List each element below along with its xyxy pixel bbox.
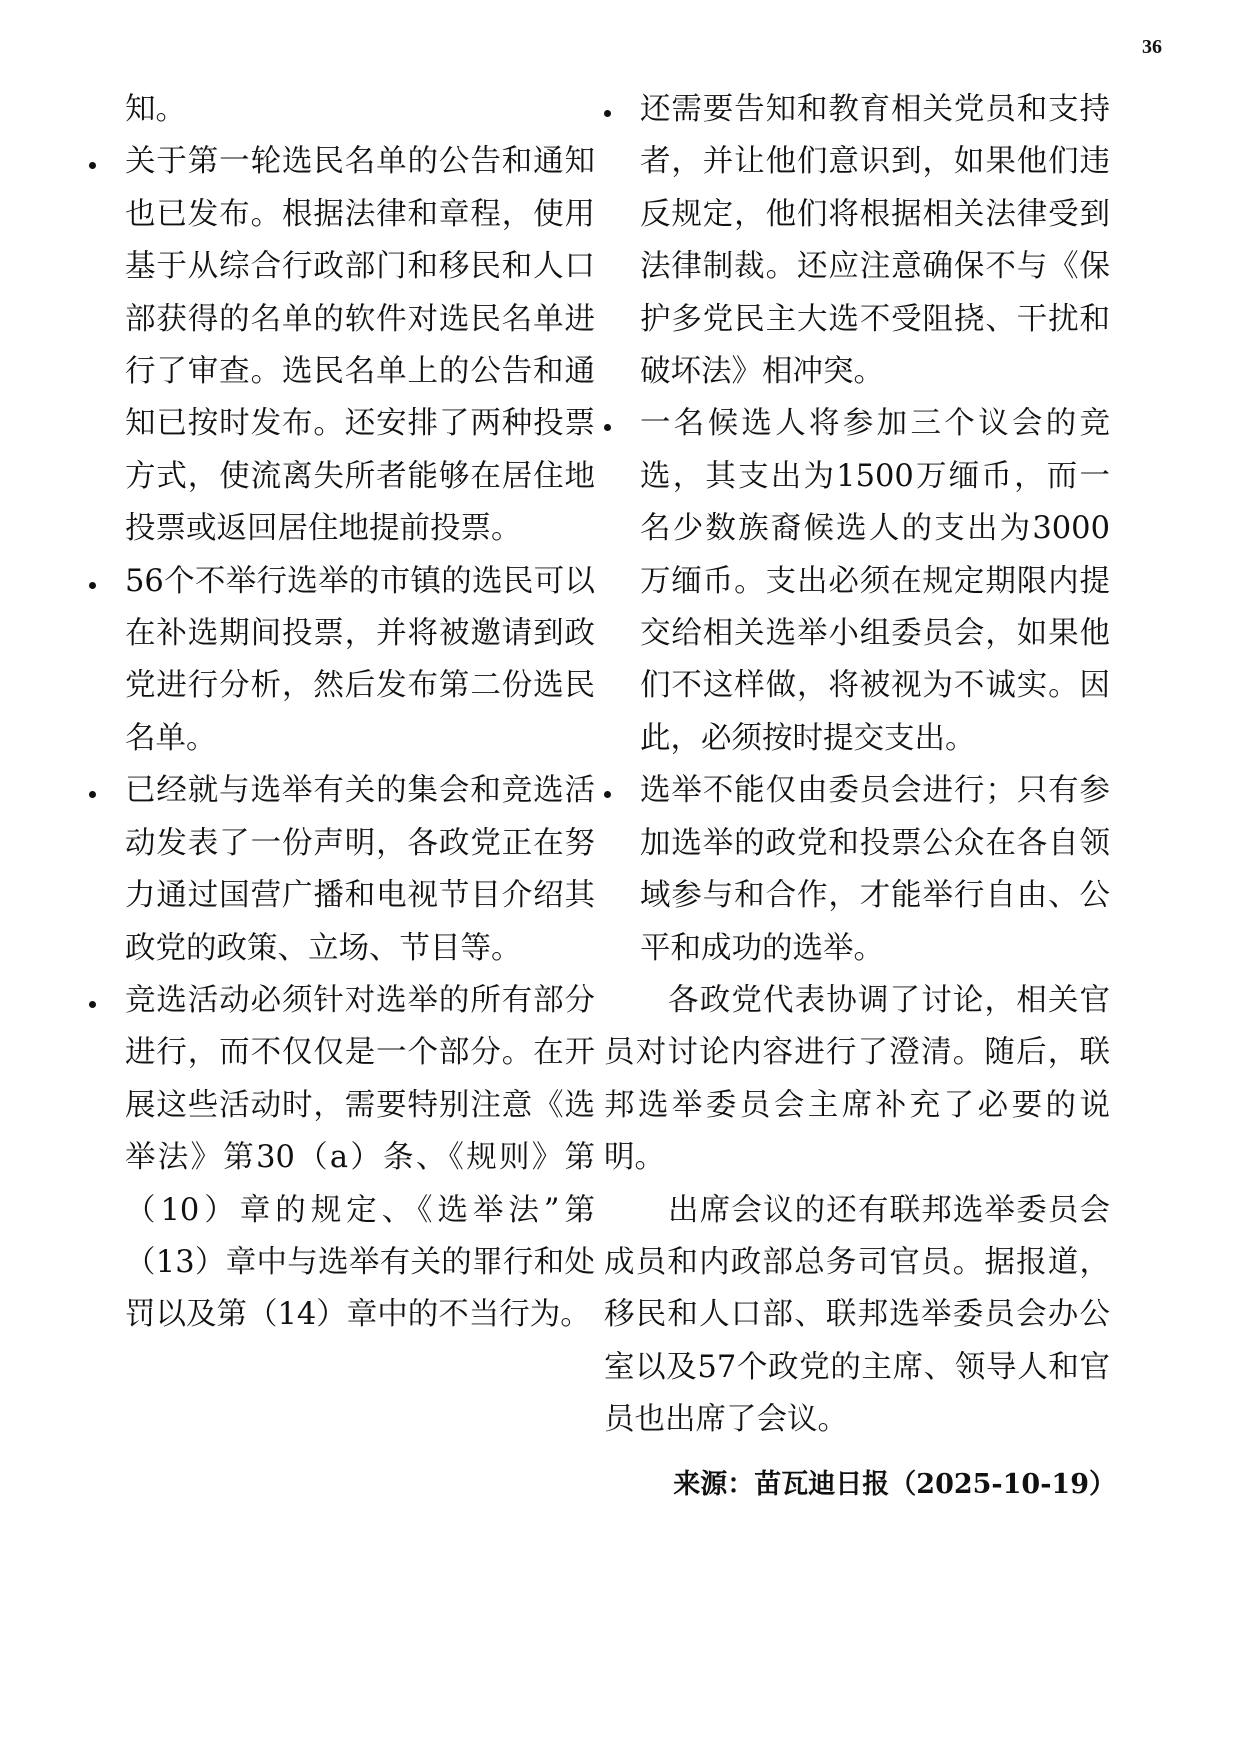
bullet-text: 还需要告知和教育相关党员和支持者，并让他们意识到，如果他们违反规定，他们将根据相关法律受到法律制裁。还应注意确保不与《保护多党民主大选不受阻挠、干扰和破坏法》相冲突。 bbox=[640, 92, 1110, 390]
bullet-icon bbox=[89, 1001, 96, 1008]
bullet-text: 已经就与选举有关的集会和竞选活动发表了一份声明，各政党正在努力通过国营广播和电视节目介绍其政党的政策、立场、节目等。 bbox=[125, 773, 595, 966]
right-column bbox=[604, 84, 1116, 1511]
left-bullet-list bbox=[125, 136, 595, 1341]
bullet-text: 一名候选人将参加三个议会的竞选，其支出为1500万缅币，而一名少数族裔候选人的支出为3000万缅币。支出必须在规定期限内提交给相关选举小组委员会，如果他们不这样做，将被视为不诚实。因此，必须按时提交支出。 bbox=[640, 406, 1110, 756]
list-item bbox=[125, 975, 595, 1342]
bullet-text: 关于第一轮选民名单的公告和通知也已发布。根据法律和章程，使用基于从综合行政部门和移民和人口部获得的名单的软件对选民名单进行了审查。选民名单上的公告和通知已按时发布。还安排了两种投票方式，使流离失所者能够在居住地投票或返回居住地提前投票。 bbox=[125, 144, 595, 547]
paragraph: 出席会议的还有联邦选举委员会成员和内政部总务司官员。据报道，移民和人口部、联邦选举委员会办公室以及57个政党的主席、领导人和官员也出席了会议。 bbox=[604, 1192, 1110, 1438]
left-column bbox=[125, 84, 595, 1342]
bullet-icon bbox=[89, 582, 96, 589]
bullet-icon bbox=[604, 424, 611, 431]
list-item bbox=[125, 556, 595, 766]
source-citation: 来源：苗瓦迪日报（2025-10-19） bbox=[673, 1468, 1116, 1500]
bullet-text: 56个不举行选举的市镇的选民可以在补选期间投票，并将被邀请到政党进行分析，然后发布第二份选民名单。 bbox=[125, 563, 595, 756]
continuation-text: 知。 bbox=[125, 92, 186, 127]
list-item bbox=[640, 398, 1110, 765]
list-item bbox=[640, 765, 1110, 975]
list-item bbox=[125, 765, 595, 975]
bullet-text: 选举不能仅由委员会进行；只有参加选举的政党和投票公众在各自领域参与和合作，才能举行自由、公平和成功的选举。 bbox=[640, 773, 1110, 966]
list-item bbox=[640, 84, 1110, 398]
bullet-icon bbox=[604, 110, 611, 117]
bullet-icon bbox=[89, 162, 96, 169]
bullet-icon bbox=[604, 791, 611, 798]
list-item bbox=[125, 136, 595, 555]
paragraph: 各政党代表协调了讨论，相关官员对讨论内容进行了澄清。随后，联邦选举委员会主席补充了必要的说明。 bbox=[604, 982, 1110, 1176]
body-paragraphs bbox=[604, 975, 1110, 1447]
bullet-icon bbox=[89, 791, 96, 798]
page-number: 36 bbox=[1142, 36, 1162, 58]
right-bullet-list bbox=[640, 84, 1110, 975]
bullet-text: 竞选活动必须针对选举的所有部分进行，而不仅仅是一个部分。在开展这些活动时，需要特别注意《选举法》第30（a）条、《规则》第（10）章的规定、《选举法”第（13）章中与选举有关的罪行和处罚以及第（14）章中的不当行为。 bbox=[125, 982, 595, 1333]
